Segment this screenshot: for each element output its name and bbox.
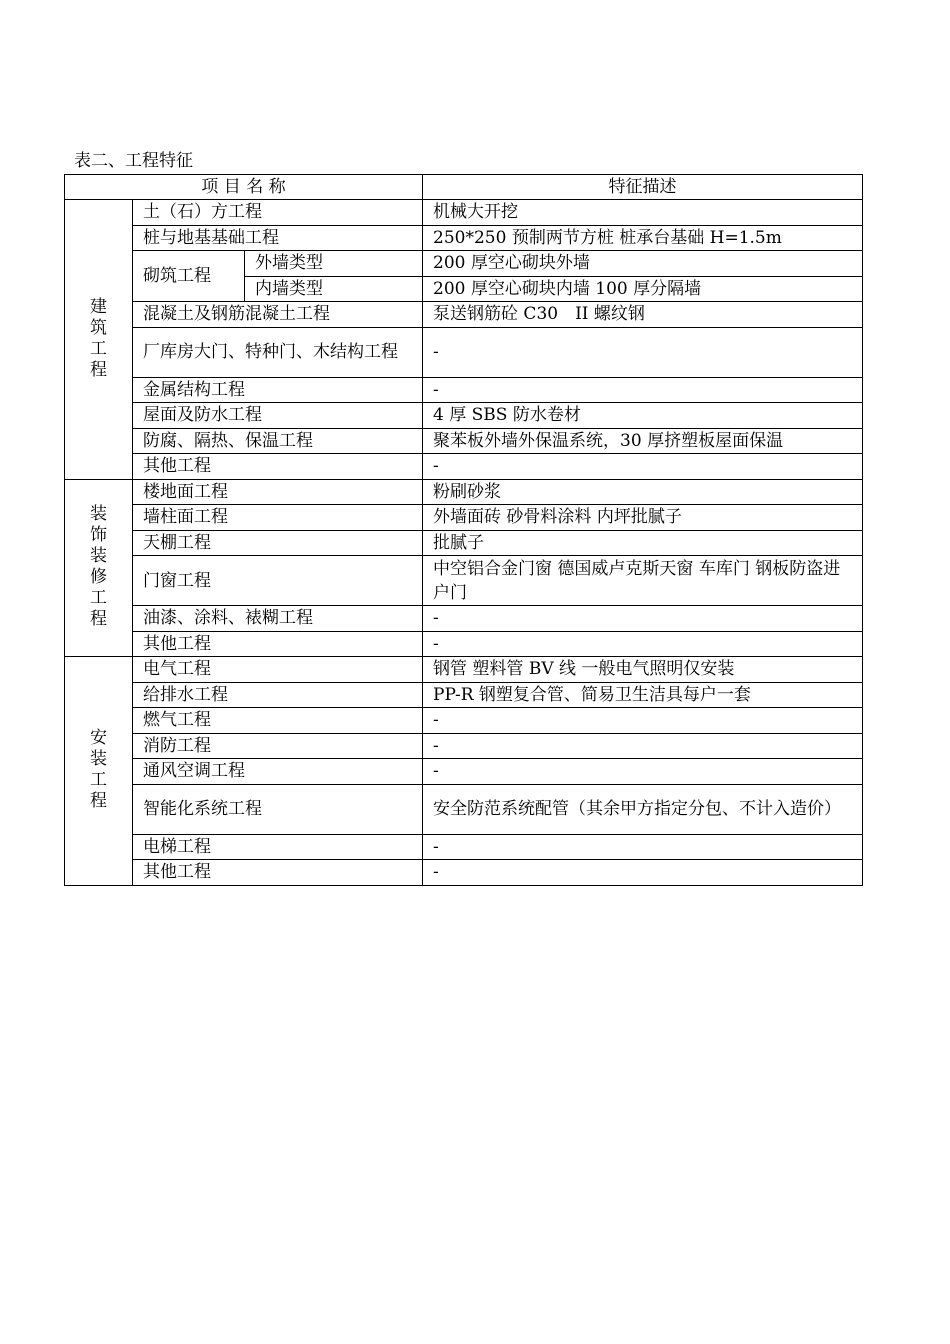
item-description: - <box>423 834 863 860</box>
sub-item-name: 内墙类型 <box>245 276 423 302</box>
table-row <box>65 682 863 708</box>
item-name: 防腐、隔热、保温工程 <box>133 428 423 454</box>
table-row <box>65 657 863 683</box>
item-description: 钢管 塑料管 BV 线 一般电气照明仅安装 <box>423 657 863 683</box>
header-project-name: 项 目 名 称 <box>65 175 423 200</box>
header-feature-description: 特征描述 <box>423 175 863 200</box>
table-row <box>65 631 863 657</box>
item-name: 消防工程 <box>133 733 423 759</box>
item-name: 燃气工程 <box>133 708 423 734</box>
table-row <box>65 428 863 454</box>
item-description: 安全防范系统配管（其余甲方指定分包、不计入造价） <box>423 784 863 834</box>
item-description: - <box>423 377 863 403</box>
project-features-table <box>64 174 863 886</box>
item-name: 金属结构工程 <box>133 377 423 403</box>
item-description: 中空铝合金门窗 德国威卢克斯天窗 车库门 钢板防盗进户门 <box>423 556 863 606</box>
table-row <box>65 530 863 556</box>
table-row <box>65 860 863 886</box>
item-description: 聚苯板外墙外保温系统，30 厚挤塑板屋面保温 <box>423 428 863 454</box>
table-row <box>65 784 863 834</box>
table-caption: 表二、工程特征 <box>74 151 193 171</box>
table-row <box>65 556 863 606</box>
item-name: 砌筑工程 <box>133 251 245 302</box>
item-description: 机械大开挖 <box>423 200 863 226</box>
item-name: 电气工程 <box>133 657 423 683</box>
item-name: 桩与地基基础工程 <box>133 225 423 251</box>
table-row <box>65 327 863 377</box>
item-name: 其他工程 <box>133 860 423 886</box>
table-row <box>65 377 863 403</box>
table-row <box>65 505 863 531</box>
item-description: 批腻子 <box>423 530 863 556</box>
item-name: 智能化系统工程 <box>133 784 423 834</box>
item-description: - <box>423 454 863 480</box>
item-name: 油漆、涂料、裱糊工程 <box>133 606 423 632</box>
table-row <box>65 708 863 734</box>
item-name: 厂库房大门、特种门、木结构工程 <box>133 327 423 377</box>
item-name: 混凝土及钢筋混凝土工程 <box>133 302 423 328</box>
category-cell <box>65 200 133 480</box>
category-label: 建筑工程 <box>90 296 107 380</box>
item-name: 电梯工程 <box>133 834 423 860</box>
item-description: 粉刷砂浆 <box>423 479 863 505</box>
category-cell <box>65 479 133 657</box>
item-name: 其他工程 <box>133 631 423 657</box>
table-row <box>65 403 863 429</box>
table-row <box>65 251 863 277</box>
item-description: PP-R 钢塑复合管、简易卫生洁具每户一套 <box>423 682 863 708</box>
table-row <box>65 200 863 226</box>
item-name: 楼地面工程 <box>133 479 423 505</box>
item-name: 天棚工程 <box>133 530 423 556</box>
table-row <box>65 606 863 632</box>
item-description: 250*250 预制两节方桩 桩承台基础 H=1.5m <box>423 225 863 251</box>
item-name: 屋面及防水工程 <box>133 403 423 429</box>
table-row <box>65 302 863 328</box>
category-cell <box>65 657 133 886</box>
item-description: - <box>423 327 863 377</box>
table-row <box>65 454 863 480</box>
table-row <box>65 759 863 785</box>
item-description: 4 厚 SBS 防水卷材 <box>423 403 863 429</box>
item-description: 200 厚空心砌块外墙 <box>423 251 863 277</box>
item-name: 其他工程 <box>133 454 423 480</box>
item-description: - <box>423 606 863 632</box>
table-row <box>65 225 863 251</box>
item-description: - <box>423 860 863 886</box>
table-row <box>65 733 863 759</box>
item-name: 墙柱面工程 <box>133 505 423 531</box>
item-description: - <box>423 759 863 785</box>
item-name: 门窗工程 <box>133 556 423 606</box>
item-description: - <box>423 733 863 759</box>
category-label: 安装工程 <box>90 728 107 812</box>
item-description: - <box>423 708 863 734</box>
item-description: 外墙面砖 砂骨料涂料 内坪批腻子 <box>423 505 863 531</box>
sub-item-name: 外墙类型 <box>245 251 423 277</box>
table-row <box>65 479 863 505</box>
item-description: 200 厚空心砌块内墙 100 厚分隔墙 <box>423 276 863 302</box>
table-row <box>65 834 863 860</box>
item-name: 给排水工程 <box>133 682 423 708</box>
item-name: 土（石）方工程 <box>133 200 423 226</box>
item-description: - <box>423 631 863 657</box>
item-description: 泵送钢筋砼 C30 II 螺纹钢 <box>423 302 863 328</box>
category-label: 装饰装修工程 <box>90 504 107 630</box>
item-name: 通风空调工程 <box>133 759 423 785</box>
